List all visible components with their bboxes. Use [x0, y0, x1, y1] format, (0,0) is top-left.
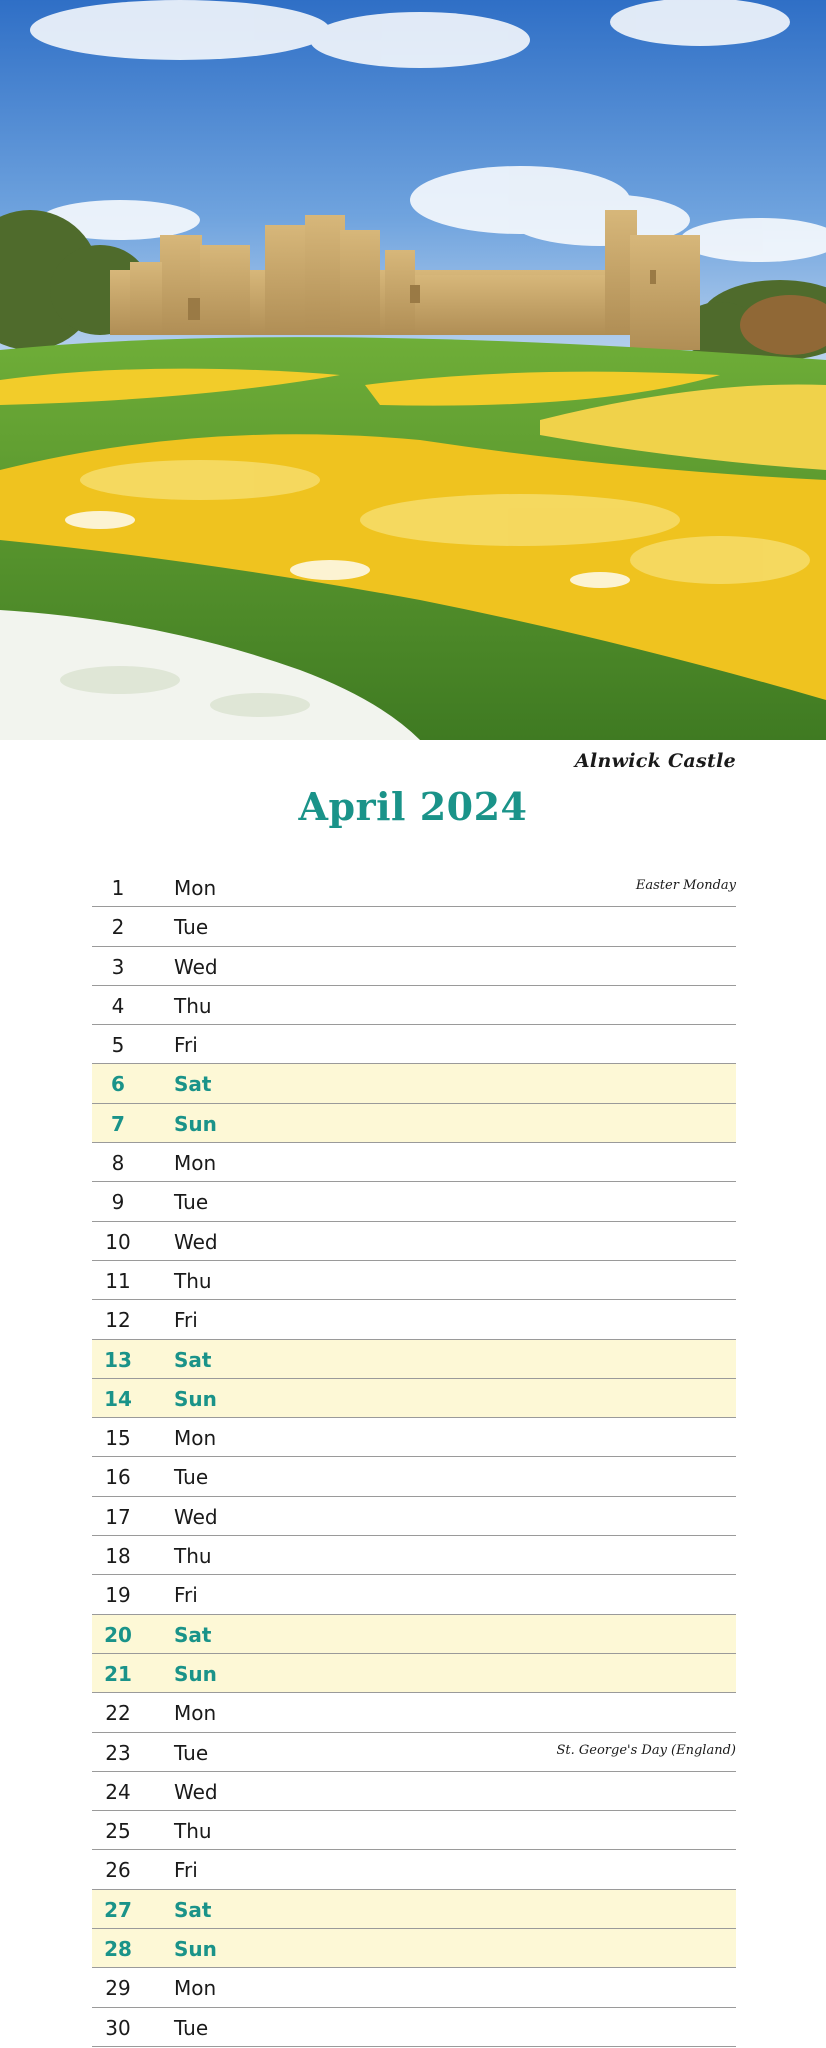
photo-caption: Alnwick Castle: [574, 750, 736, 772]
day-number: 10: [105, 1229, 131, 1254]
day-name: Thu: [174, 1819, 212, 1844]
month-title: April 2024: [298, 784, 528, 829]
day-number: 18: [105, 1544, 131, 1569]
day-number: 4: [111, 993, 125, 1018]
day-row: [92, 1772, 736, 1811]
day-name: Tue: [174, 2015, 209, 2040]
day-number: 3: [111, 954, 125, 979]
castle-photo: [0, 0, 826, 740]
day-name: Sun: [174, 1111, 217, 1136]
day-name: Wed: [174, 1779, 218, 1804]
day-number: 14: [104, 1386, 132, 1411]
day-number: 8: [111, 1151, 125, 1176]
day-name: Thu: [174, 993, 212, 1018]
day-name: Thu: [174, 1268, 212, 1293]
day-name: Wed: [174, 1229, 218, 1254]
day-row: [92, 1497, 736, 1536]
day-number: 15: [105, 1426, 131, 1451]
day-name: Sun: [174, 1937, 217, 1962]
day-number: 5: [111, 1033, 125, 1058]
day-row: [92, 1379, 736, 1418]
day-row: [92, 1143, 736, 1182]
day-list: [92, 868, 736, 2047]
day-name: Sat: [174, 1622, 212, 1647]
day-row: [92, 1222, 736, 1261]
day-row: [92, 1929, 736, 1968]
day-number: 22: [105, 1701, 131, 1726]
day-name: Mon: [174, 876, 217, 900]
day-number: 23: [105, 1740, 131, 1765]
day-name: Sun: [174, 1386, 217, 1411]
day-number: 20: [104, 1622, 132, 1647]
day-row: [92, 1025, 736, 1064]
day-note: Easter Monday: [635, 878, 736, 893]
day-name: Sat: [174, 1897, 212, 1922]
day-number: 7: [111, 1111, 125, 1136]
day-number: 25: [105, 1819, 131, 1844]
day-row: [92, 1850, 736, 1889]
day-row: [92, 1968, 736, 2007]
day-row: [92, 1457, 736, 1496]
day-number: 26: [105, 1858, 131, 1883]
day-number: 21: [104, 1661, 132, 1686]
day-row: [92, 907, 736, 946]
day-row: [92, 947, 736, 986]
day-row: [92, 1575, 736, 1614]
day-row: [92, 1811, 736, 1850]
day-row: [92, 2008, 736, 2047]
day-name: Fri: [174, 1858, 198, 1883]
day-number: 24: [105, 1779, 131, 1804]
day-number: 28: [104, 1937, 132, 1962]
day-name: Tue: [174, 1190, 209, 1215]
day-name: Thu: [174, 1544, 212, 1569]
day-name: Tue: [174, 915, 209, 940]
day-row: [92, 1300, 736, 1339]
day-name: Mon: [174, 1426, 217, 1451]
day-name: Wed: [174, 1504, 218, 1529]
day-row: [92, 1418, 736, 1457]
day-row: [92, 1340, 736, 1379]
day-row: [92, 1654, 736, 1693]
day-name: Fri: [174, 1033, 198, 1058]
day-number: 29: [105, 1976, 131, 2001]
day-number: 30: [105, 2015, 131, 2040]
day-number: 17: [105, 1504, 131, 1529]
day-row: [92, 1536, 736, 1575]
day-name: Mon: [174, 1701, 217, 1726]
day-number: 12: [105, 1308, 131, 1333]
day-name: Fri: [174, 1583, 198, 1608]
day-name: Tue: [174, 1465, 209, 1490]
day-name: Sat: [174, 1072, 212, 1097]
day-row: [92, 1104, 736, 1143]
day-name: Tue: [174, 1740, 209, 1765]
day-number: 9: [111, 1190, 125, 1215]
day-row: [92, 1261, 736, 1300]
day-row: [92, 1064, 736, 1103]
day-row: [92, 1733, 736, 1772]
day-number: 16: [105, 1465, 131, 1490]
day-row: [92, 1182, 736, 1221]
day-name: Mon: [174, 1976, 217, 2001]
day-number: 6: [111, 1072, 125, 1097]
day-row: [92, 868, 736, 907]
day-row: [92, 986, 736, 1025]
day-name: Fri: [174, 1308, 198, 1333]
day-number: 11: [105, 1268, 131, 1293]
day-name: Wed: [174, 954, 218, 979]
day-name: Sun: [174, 1661, 217, 1686]
day-number: 19: [105, 1583, 131, 1608]
day-note: St. George's Day (England): [556, 1742, 736, 1758]
day-name: Sat: [174, 1347, 212, 1372]
day-row: [92, 1890, 736, 1929]
day-number: 27: [104, 1897, 132, 1922]
day-number: 13: [104, 1347, 132, 1372]
day-row: [92, 1615, 736, 1654]
day-number: 1: [111, 876, 125, 900]
day-number: 2: [111, 915, 125, 940]
day-row: [92, 1693, 736, 1732]
day-name: Mon: [174, 1151, 217, 1176]
